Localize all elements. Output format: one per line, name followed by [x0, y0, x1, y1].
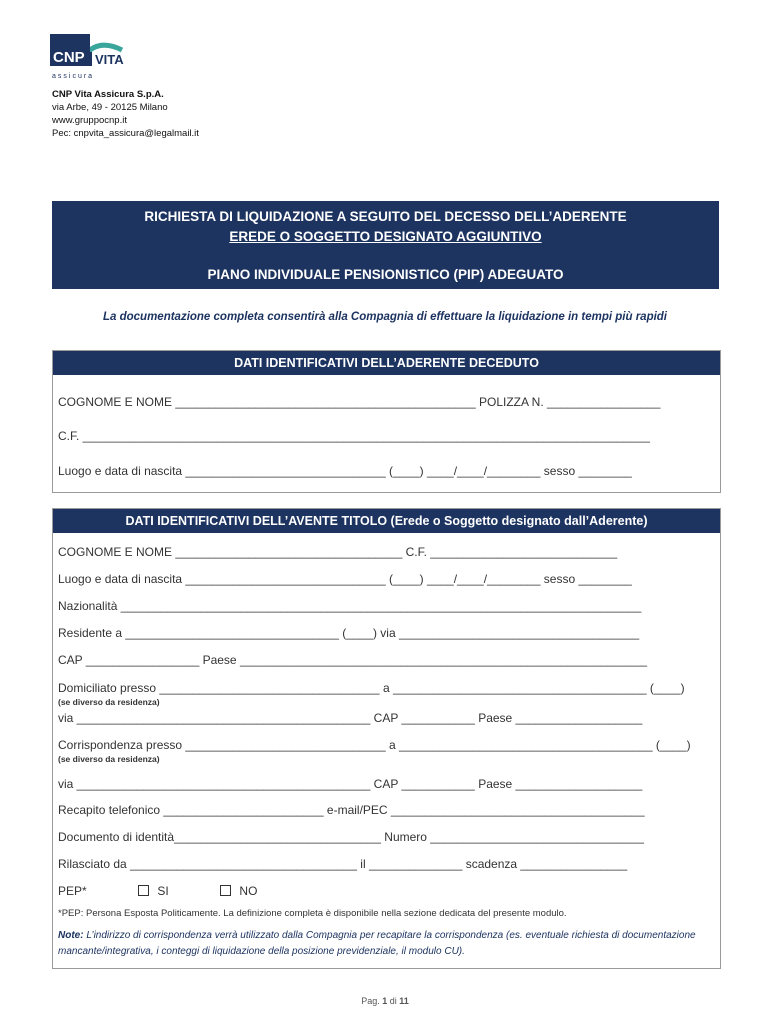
- pep-no-label: NO: [239, 884, 258, 898]
- company-website: www.gruppocnp.it: [52, 115, 127, 126]
- page-total: 11: [399, 996, 409, 1006]
- note-label: Note:: [58, 930, 84, 941]
- company-address: via Arbe, 49 - 20125 Milano: [52, 102, 168, 113]
- field-correspondence[interactable]: Corrispondenza presso ______________________________ a ______________________________________ (____): [58, 738, 691, 752]
- field-deceased-name[interactable]: COGNOME E NOME _____________________________________________ POLIZZA N. _________________: [58, 395, 661, 409]
- pep-no-checkbox[interactable]: [220, 885, 231, 896]
- section-deceased-data: [52, 350, 721, 493]
- field-issued-by[interactable]: Rilasciato da __________________________________ il ______________ scadenza ________________: [58, 857, 628, 871]
- company-pec: Pec: cnpvita_assicura@legalmail.it: [52, 128, 199, 139]
- field-phone-email[interactable]: Recapito telefonico ________________________ e-mail/PEC ______________________________________: [58, 803, 645, 817]
- svg-text:assicura: assicura: [52, 73, 95, 80]
- field-domicile-address[interactable]: via ____________________________________________ CAP ___________ Paese ___________________: [58, 711, 643, 725]
- domicile-note: (se diverso da residenza): [58, 697, 160, 707]
- company-info: [52, 88, 199, 140]
- svg-text:VITA: VITA: [95, 52, 124, 67]
- section-header: DATI IDENTIFICATIVI DELL’AVENTE TITOLO (Erede o Soggetto designato dall’Aderente): [53, 509, 720, 533]
- page-footer: [0, 996, 770, 1006]
- page-prefix: Pag.: [361, 996, 380, 1006]
- pep-footnote: *PEP: Persona Esposta Politicamente. La definizione completa è disponibile nella sezione dedicata del presente modulo.: [58, 908, 567, 919]
- section-header: DATI IDENTIFICATIVI DELL’ADERENTE DECEDUTO: [53, 351, 720, 375]
- field-beneficiary-name[interactable]: COGNOME E NOME __________________________________ C.F. ____________________________: [58, 545, 618, 559]
- pep-si-label: SI: [157, 884, 169, 898]
- field-deceased-cf[interactable]: C.F. _____________________________________________________________________________________: [58, 429, 650, 443]
- title-line-1: RICHIESTA DI LIQUIDAZIONE A SEGUITO DEL DECESSO DELL’ADERENTE: [144, 209, 627, 224]
- page-of: di: [389, 996, 397, 1006]
- title-line-3: PIANO INDIVIDUALE PENSIONISTICO (PIP) ADEGUATO: [207, 267, 564, 282]
- section-beneficiary-data: [52, 508, 721, 969]
- documentation-notice: La documentazione completa consentirà alla Compagnia di effettuare la liquidazione in tempi più rapidi: [102, 311, 668, 323]
- pep-row: [58, 884, 257, 898]
- field-id-document[interactable]: Documento di identità_______________________________ Numero ________________________________: [58, 830, 644, 844]
- logo-mark-icon: [50, 34, 138, 82]
- correspondence-note: (se diverso da residenza): [58, 754, 160, 764]
- svg-text:CNP: CNP: [53, 49, 85, 66]
- title-line-2: EREDE O SOGGETTO DESIGNATO AGGIUNTIVO: [229, 229, 542, 244]
- pep-label: PEP*: [58, 884, 87, 898]
- field-correspondence-address[interactable]: via ____________________________________________ CAP ___________ Paese ___________________: [58, 777, 643, 791]
- company-name: CNP Vita Assicura S.p.A.: [52, 89, 164, 100]
- field-nationality[interactable]: Nazionalità ______________________________________________________________________________: [58, 599, 642, 613]
- document-title-box: [52, 201, 719, 289]
- page-number: 1: [382, 996, 388, 1006]
- cnp-vita-logo: [50, 34, 138, 82]
- field-cap-country[interactable]: CAP _________________ Paese _____________________________________________________________: [58, 653, 648, 667]
- correspondence-note-paragraph: [58, 928, 708, 960]
- field-beneficiary-birth[interactable]: Luogo e data di nascita ______________________________ (____) ____/____/________ sesso ________: [58, 572, 632, 586]
- field-residence[interactable]: Residente a ________________________________ (____) via ____________________________________: [58, 626, 640, 640]
- field-domicile[interactable]: Domiciliato presso _________________________________ a ______________________________________ (____): [58, 681, 685, 695]
- pep-si-checkbox[interactable]: [138, 885, 149, 896]
- field-deceased-birth[interactable]: Luogo e data di nascita ______________________________ (____) ____/____/________ sesso ________: [58, 464, 632, 478]
- note-text: L’indirizzo di corrispondenza verrà utilizzato dalla Compagnia per recapitare la corrispondenza (es. eventuale richiesta di documentazione mancante/integrativa, i conteggi di liquidazione della posizione previdenziale, il modulo CU).: [58, 930, 696, 957]
